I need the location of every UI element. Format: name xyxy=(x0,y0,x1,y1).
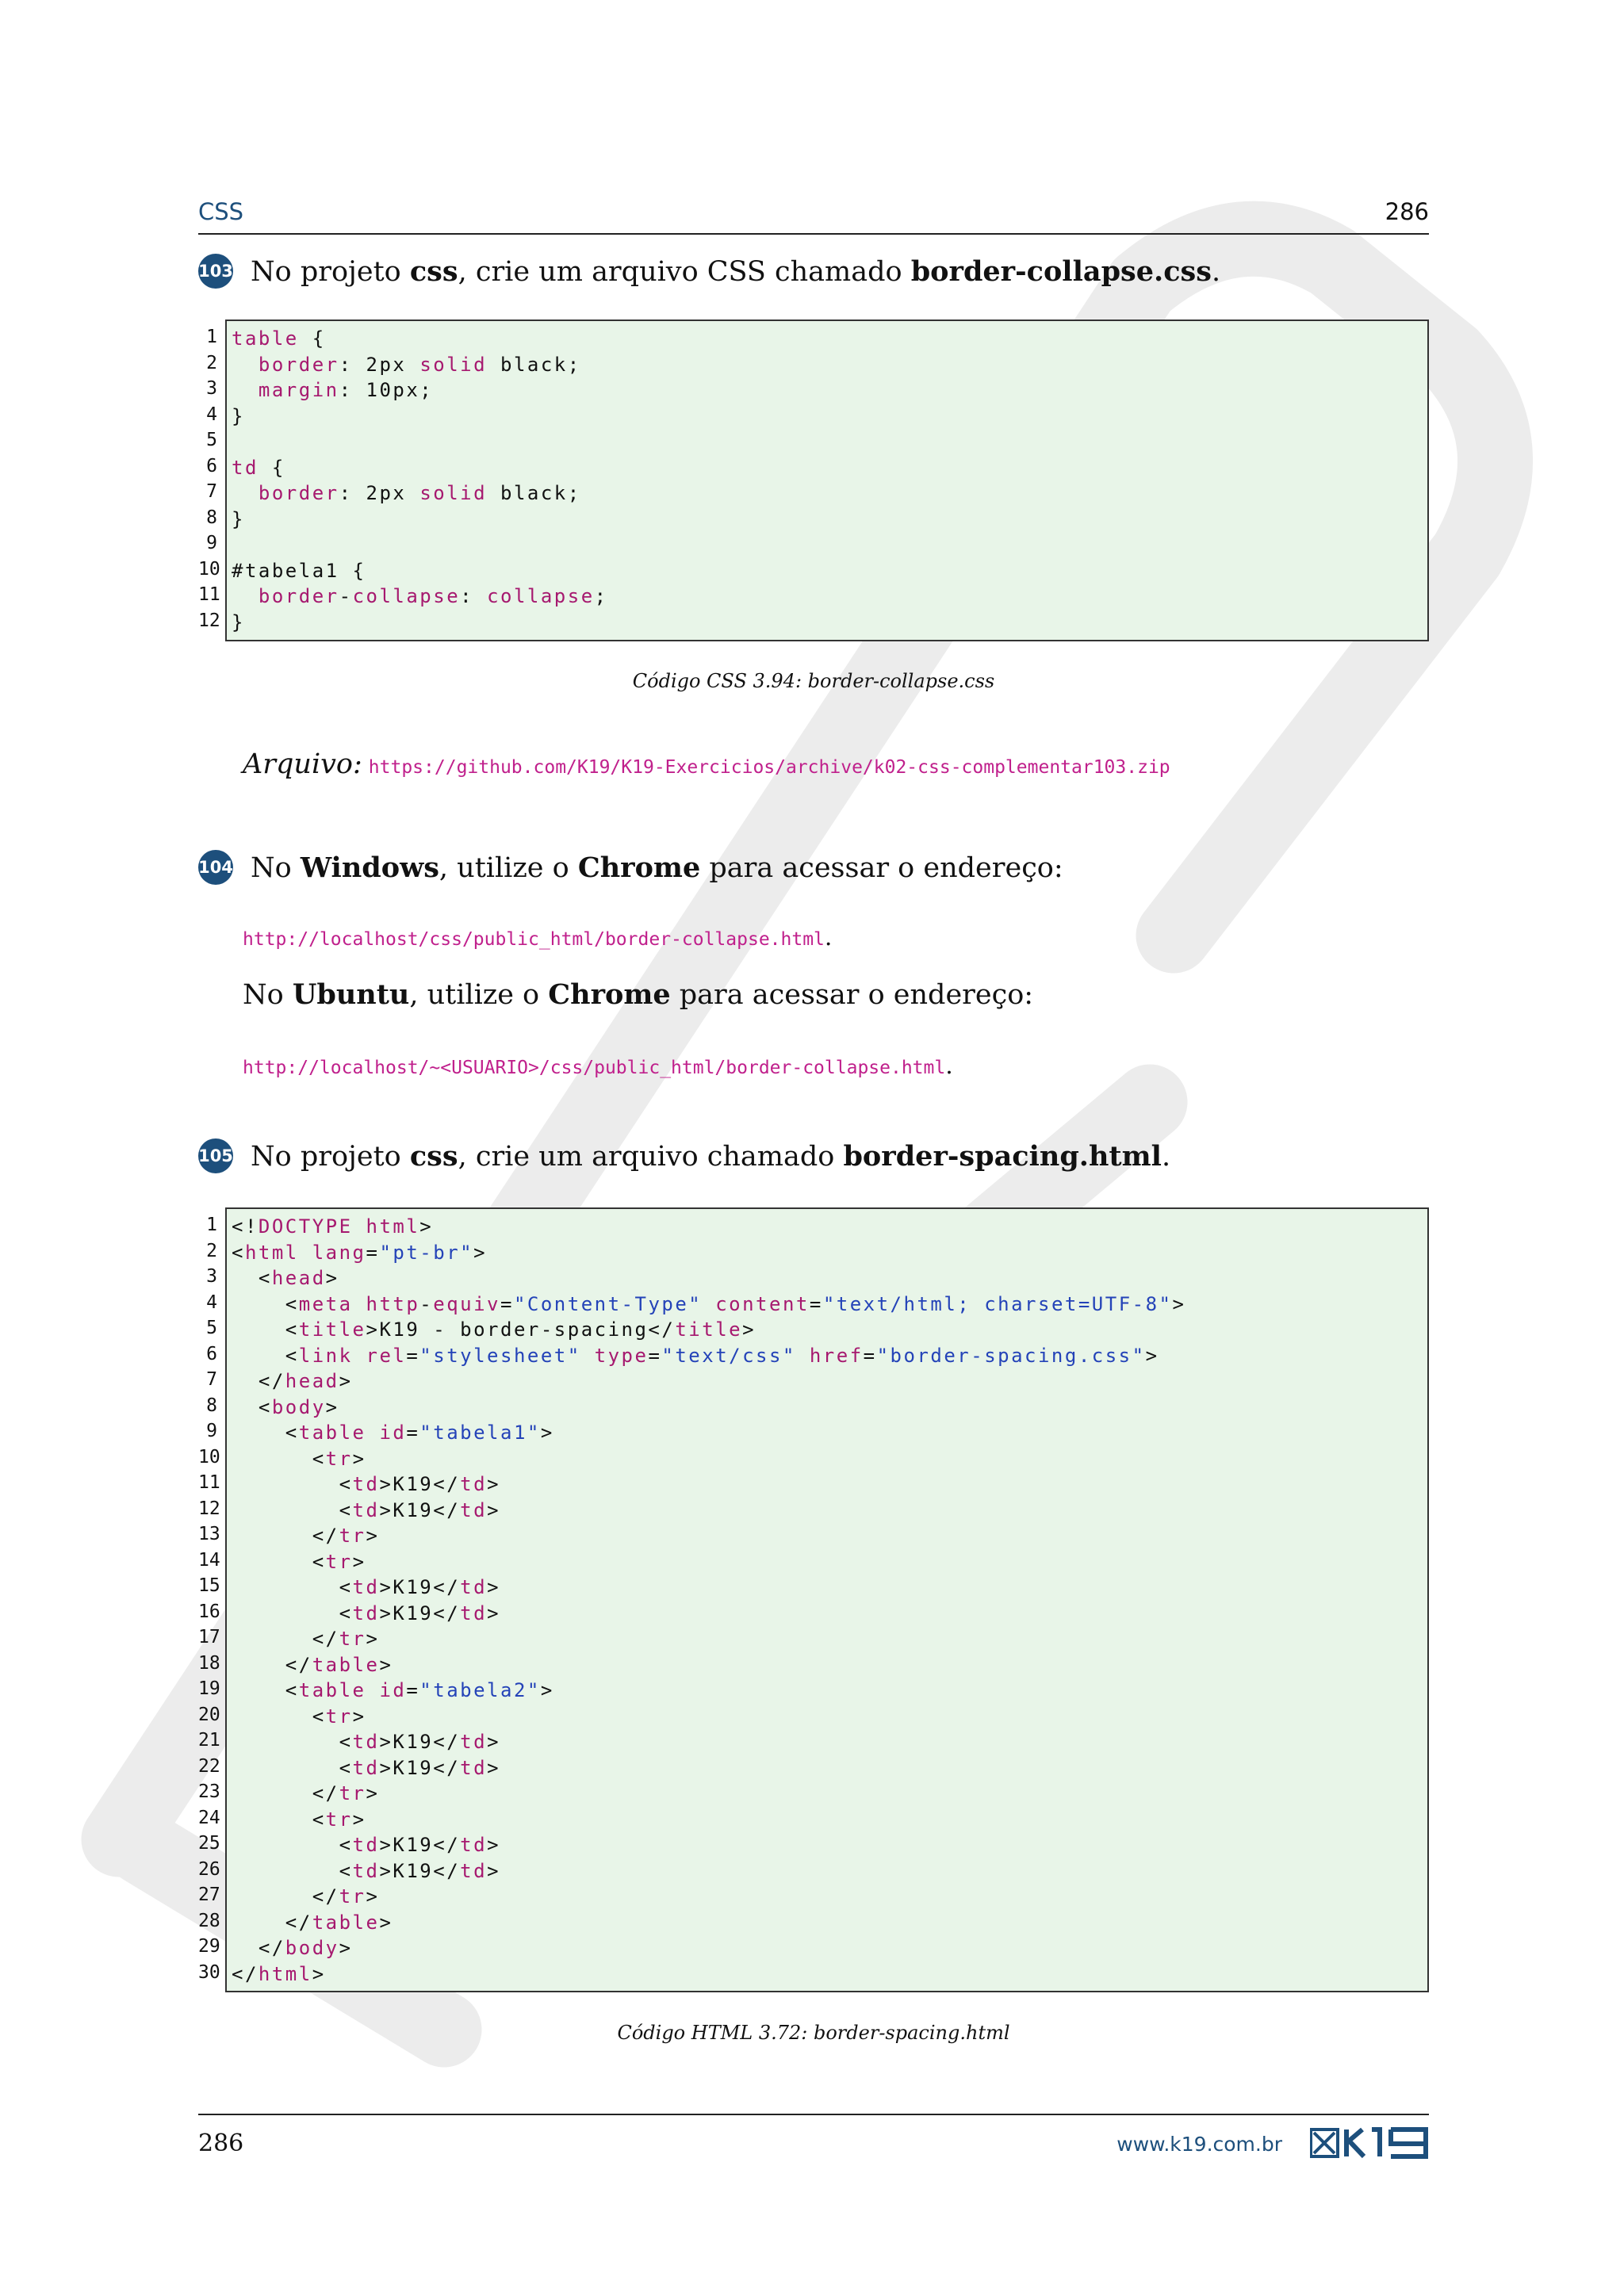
line-number: 28 xyxy=(198,1910,220,1931)
code-block xyxy=(225,320,1429,641)
line-number: 25 xyxy=(198,1833,220,1854)
line-number: 23 xyxy=(198,1781,220,1802)
code-line: </body> xyxy=(232,1937,353,1959)
url-windows: http://localhost/css/public_html/border-collapse.html. xyxy=(243,924,833,951)
line-number: 6 xyxy=(206,455,217,476)
line-number: 18 xyxy=(198,1652,220,1674)
page-footer xyxy=(198,2114,1429,2157)
line-number: 12 xyxy=(198,610,220,631)
line-number: 5 xyxy=(206,1318,217,1338)
line-number: 5 xyxy=(206,430,217,450)
arquivo-link[interactable]: https://github.com/K19/K19-Exercicios/archive/k02-css-complementar103.zip xyxy=(368,757,1170,778)
code-line: border: 2px solid black; xyxy=(258,353,581,376)
line-number: 10 xyxy=(198,1446,220,1468)
section-title: CSS xyxy=(198,198,244,225)
line-number: 2 xyxy=(206,352,217,373)
line-number: 2 xyxy=(206,1240,217,1261)
line-number: 10 xyxy=(198,558,220,580)
code-line: <td>K19</td> xyxy=(232,1576,501,1598)
code-line: } xyxy=(232,610,245,633)
code-line: </table> xyxy=(232,1653,393,1676)
exercise-number-badge: 103 xyxy=(198,254,233,289)
footer-site-link[interactable]: www.k19.com.br xyxy=(1116,2133,1282,2156)
exercise-text: No projeto css, crie um arquivo CSS chamado border-collapse.css. xyxy=(251,254,1221,288)
code-line: #tabela1 { xyxy=(232,559,366,582)
code-line: </html> xyxy=(232,1962,326,1985)
line-number: 16 xyxy=(198,1601,220,1622)
code-line: <td>K19</td> xyxy=(232,1756,501,1779)
line-number: 26 xyxy=(198,1858,220,1880)
ubuntu-paragraph: No Ubuntu, utilize o Chrome para acessar o endereço: xyxy=(243,978,1034,1011)
code-line: <td>K19</td> xyxy=(232,1473,501,1495)
code-line: </tr> xyxy=(232,1628,380,1650)
line-number: 4 xyxy=(206,1292,217,1313)
code-listing-html xyxy=(198,1207,1429,1992)
line-number: 17 xyxy=(198,1627,220,1647)
header-page-number: 286 xyxy=(1385,198,1429,225)
code-line: <table id="tabela1"> xyxy=(232,1422,554,1444)
code-line: </table> xyxy=(232,1911,393,1934)
line-number: 1 xyxy=(206,327,217,347)
code-line: <head> xyxy=(232,1267,339,1289)
code-line: border: 2px solid black; xyxy=(258,482,581,504)
code-line: <html lang="pt-br"> xyxy=(232,1241,488,1264)
line-number: 8 xyxy=(206,507,217,528)
code-line: </head> xyxy=(232,1370,353,1392)
url-ubuntu: http://localhost/~<USUARIO>/css/public_html/border-collapse.html. xyxy=(243,1052,953,1080)
exercise-104 xyxy=(198,850,1063,885)
code-line: <title>K19 - border-spacing</title> xyxy=(232,1318,756,1341)
line-number: 20 xyxy=(198,1704,220,1725)
line-number: 8 xyxy=(206,1395,217,1416)
code-line: border-collapse: collapse; xyxy=(258,585,608,607)
code-line: <table id="tabela2"> xyxy=(232,1679,554,1701)
code-line: <td>K19</td> xyxy=(232,1731,501,1753)
line-number: 11 xyxy=(198,584,220,605)
code-line: <tr> xyxy=(232,1808,366,1831)
code-line: <tr> xyxy=(232,1705,366,1728)
code-line: margin: 10px; xyxy=(258,379,434,401)
footer-page-number: 286 xyxy=(198,2130,244,2157)
code-line: } xyxy=(232,507,245,530)
line-number: 9 xyxy=(206,533,217,553)
line-number: 7 xyxy=(206,1369,217,1390)
code-line: <tr> xyxy=(232,1447,366,1470)
line-number: 27 xyxy=(198,1885,220,1905)
line-number: 1 xyxy=(206,1215,217,1235)
line-number: 13 xyxy=(198,1524,220,1544)
line-number: 21 xyxy=(198,1730,220,1751)
line-number: 14 xyxy=(198,1549,220,1571)
line-numbers xyxy=(198,1207,220,1985)
line-number: 9 xyxy=(206,1421,217,1441)
code-line: table { xyxy=(232,327,326,350)
code-line: <td>K19</td> xyxy=(232,1498,501,1521)
code-line xyxy=(232,532,1427,558)
code-line: </tr> xyxy=(232,1782,380,1804)
code-line: } xyxy=(232,404,245,427)
code-line: </tr> xyxy=(232,1885,380,1908)
line-number: 11 xyxy=(198,1472,220,1493)
code-listing-css xyxy=(198,320,1429,641)
line-number: 22 xyxy=(198,1755,220,1777)
code-line: <link rel="stylesheet" type="text/css" href="border-spacing.css"> xyxy=(232,1344,1159,1367)
code-line: <td>K19</td> xyxy=(232,1859,501,1882)
exercise-number-badge: 104 xyxy=(198,850,233,885)
code-line: <meta http-equiv="Content-Type" content="text/html; charset=UTF-8"> xyxy=(232,1292,1186,1315)
line-number: 3 xyxy=(206,378,217,399)
exercise-103 xyxy=(198,254,1220,289)
code-line: <td>K19</td> xyxy=(232,1601,501,1624)
url-ubuntu-link[interactable]: http://localhost/~<USUARIO>/css/public_html/border-collapse.html xyxy=(243,1058,946,1078)
code-block xyxy=(225,1207,1429,1992)
code-line: <tr> xyxy=(232,1550,366,1573)
line-number: 7 xyxy=(206,481,217,502)
line-number: 24 xyxy=(198,1807,220,1828)
arquivo-label: Arquivo: xyxy=(243,748,362,780)
exercise-text: No Windows, utilize o Chrome para acessar o endereço: xyxy=(251,851,1063,884)
line-number: 4 xyxy=(206,404,217,425)
exercise-number-badge: 105 xyxy=(198,1138,233,1173)
exercise-105 xyxy=(198,1138,1170,1173)
line-number: 3 xyxy=(206,1266,217,1287)
line-number: 30 xyxy=(198,1961,220,1983)
line-number: 6 xyxy=(206,1343,217,1364)
k19-logo-icon xyxy=(1310,2126,1429,2161)
code-line: <!DOCTYPE html> xyxy=(232,1215,434,1238)
code-caption-html: Código HTML 3.72: border-spacing.html xyxy=(617,2022,1010,2044)
exercise-text: No projeto css, crie um arquivo chamado border-spacing.html. xyxy=(251,1139,1171,1173)
url-windows-link[interactable]: http://localhost/css/public_html/border-collapse.html xyxy=(243,929,825,950)
arquivo-line xyxy=(243,748,1170,780)
line-number: 12 xyxy=(198,1498,220,1519)
line-number: 15 xyxy=(198,1575,220,1596)
line-number: 29 xyxy=(198,1936,220,1957)
code-line xyxy=(232,429,1427,455)
code-line: td { xyxy=(232,456,285,479)
code-line: </tr> xyxy=(232,1525,380,1547)
code-line: <body> xyxy=(232,1395,339,1418)
code-caption-css: Código CSS 3.94: border-collapse.css xyxy=(632,670,995,692)
code-line: <td>K19</td> xyxy=(232,1834,501,1856)
running-header xyxy=(198,198,1429,235)
line-numbers xyxy=(198,320,220,633)
line-number: 19 xyxy=(198,1678,220,1699)
